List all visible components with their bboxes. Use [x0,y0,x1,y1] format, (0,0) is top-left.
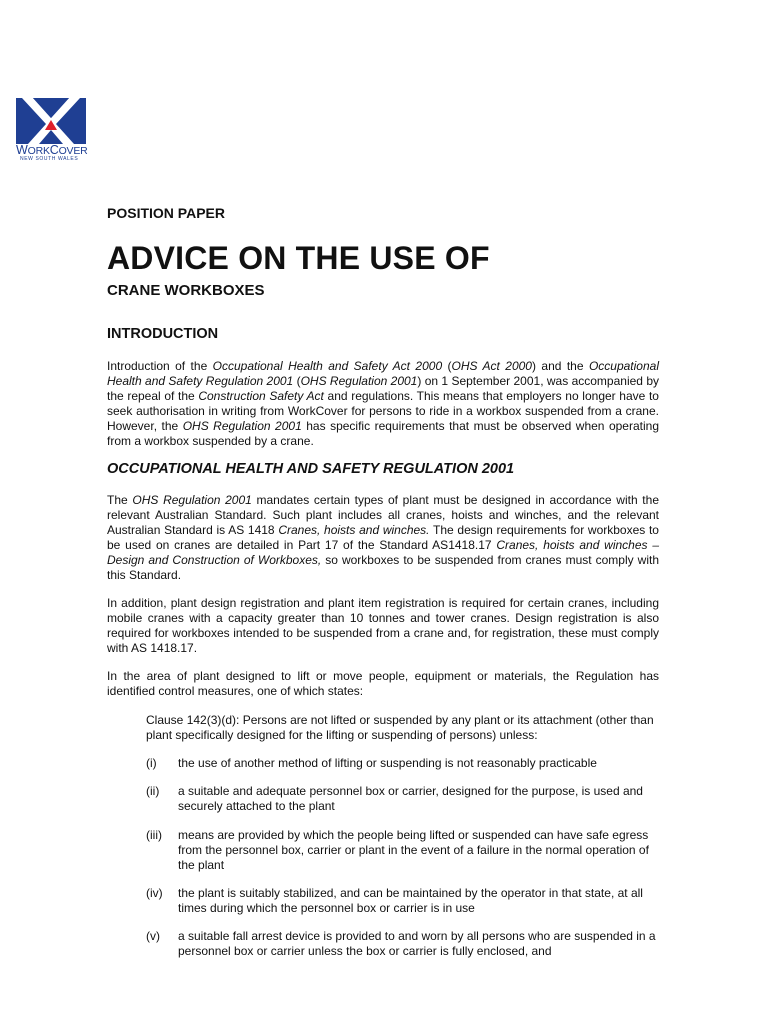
regulation-paragraph-control-measures: In the area of plant designed to lift or move people, equipment or materials, the Regulation has identified control measures, one of which states: [107,669,659,698]
workcover-emblem-icon [16,98,86,144]
list-item-text: means are provided by which the people being lifted or suspended can have safe egress from the personnel box, carrier or plant in the event of a failure in the normal operation of the plant [178,828,649,872]
list-item-text: the use of another method of lifting or suspending is not reasonably practicable [178,756,597,770]
list-item-number: (v) [146,929,160,943]
list-item-text: a suitable fall arrest device is provided to and worn by all persons who are suspended in a personnel box or carrier unless the box or carrier is fully enclosed, and [178,929,656,958]
regulation-paragraph-standard: The OHS Regulation 2001 mandates certain types of plant must be designed in accordance with the relevant Australian Standard. Such plant includes all cranes, hoists and winches, and the relevant Australian Standard is AS 1418 Cranes, hoists and winches. The design requirements for workboxes to be used on cranes are detailed in Part 17 of the Standard AS1418.17 Cranes, hoists and winches – Design and Construction of Workboxes, so workboxes to be suspended from cranes must comply with this Standard. [107,493,660,582]
list-item-number: (iv) [146,886,163,900]
document-subtitle: CRANE WORKBOXES [107,282,265,299]
list-item-number: (i) [146,756,157,770]
section-heading-introduction: INTRODUCTION [107,326,219,342]
list-item-text: the plant is suitably stabilized, and can be maintained by the operator in that state, at all times during which the personnel box or carrier is in use [178,886,643,915]
workcover-logo [16,98,90,164]
section-heading-regulation: OCCUPATIONAL HEALTH AND SAFETY REGULATION 2001 [107,461,515,477]
list-item-number: (iii) [146,828,162,842]
document-title: ADVICE ON THE USE OF [107,240,490,276]
regulation-paragraph-registration: In addition, plant design registration and plant item registration is required for certain cranes, including mobile cranes with a capacity greater than 10 tonnes and tower cranes. Design registration is also required for workboxes intended to be suspended from a crane and, for registration, these must comply with AS 1418.17. [107,596,659,655]
document-kicker: POSITION PAPER [107,205,225,221]
clause-text: Clause 142(3)(d): Persons are not lifted or suspended by any plant or its attachment (other than plant specifically designed for the lifting or suspending of persons) unless: [146,713,654,742]
logo-subtitle: NEW SOUTH WALES [20,156,79,162]
logo-wordmark: WORKCOVER [16,143,88,157]
list-item-text: a suitable and adequate personnel box or carrier, designed for the purpose, is used and securely attached to the plant [178,784,643,813]
intro-paragraph: Introduction of the Occupational Health and Safety Act 2000 (OHS Act 2000) and the Occupational Health and Safety Regulation 2001 (OHS Regulation 2001) on 1 September 2001, was accompanied by the repeal of the Construction Safety Act and regulations. This means that employers no longer have to seek authorisation in writing from WorkCover for persons to ride in a workbox suspended from a crane. However, the OHS Regulation 2001 has specific requirements that must be observed when operating from a workbox suspended by a crane. [107,359,660,448]
list-item-number: (ii) [146,784,160,798]
